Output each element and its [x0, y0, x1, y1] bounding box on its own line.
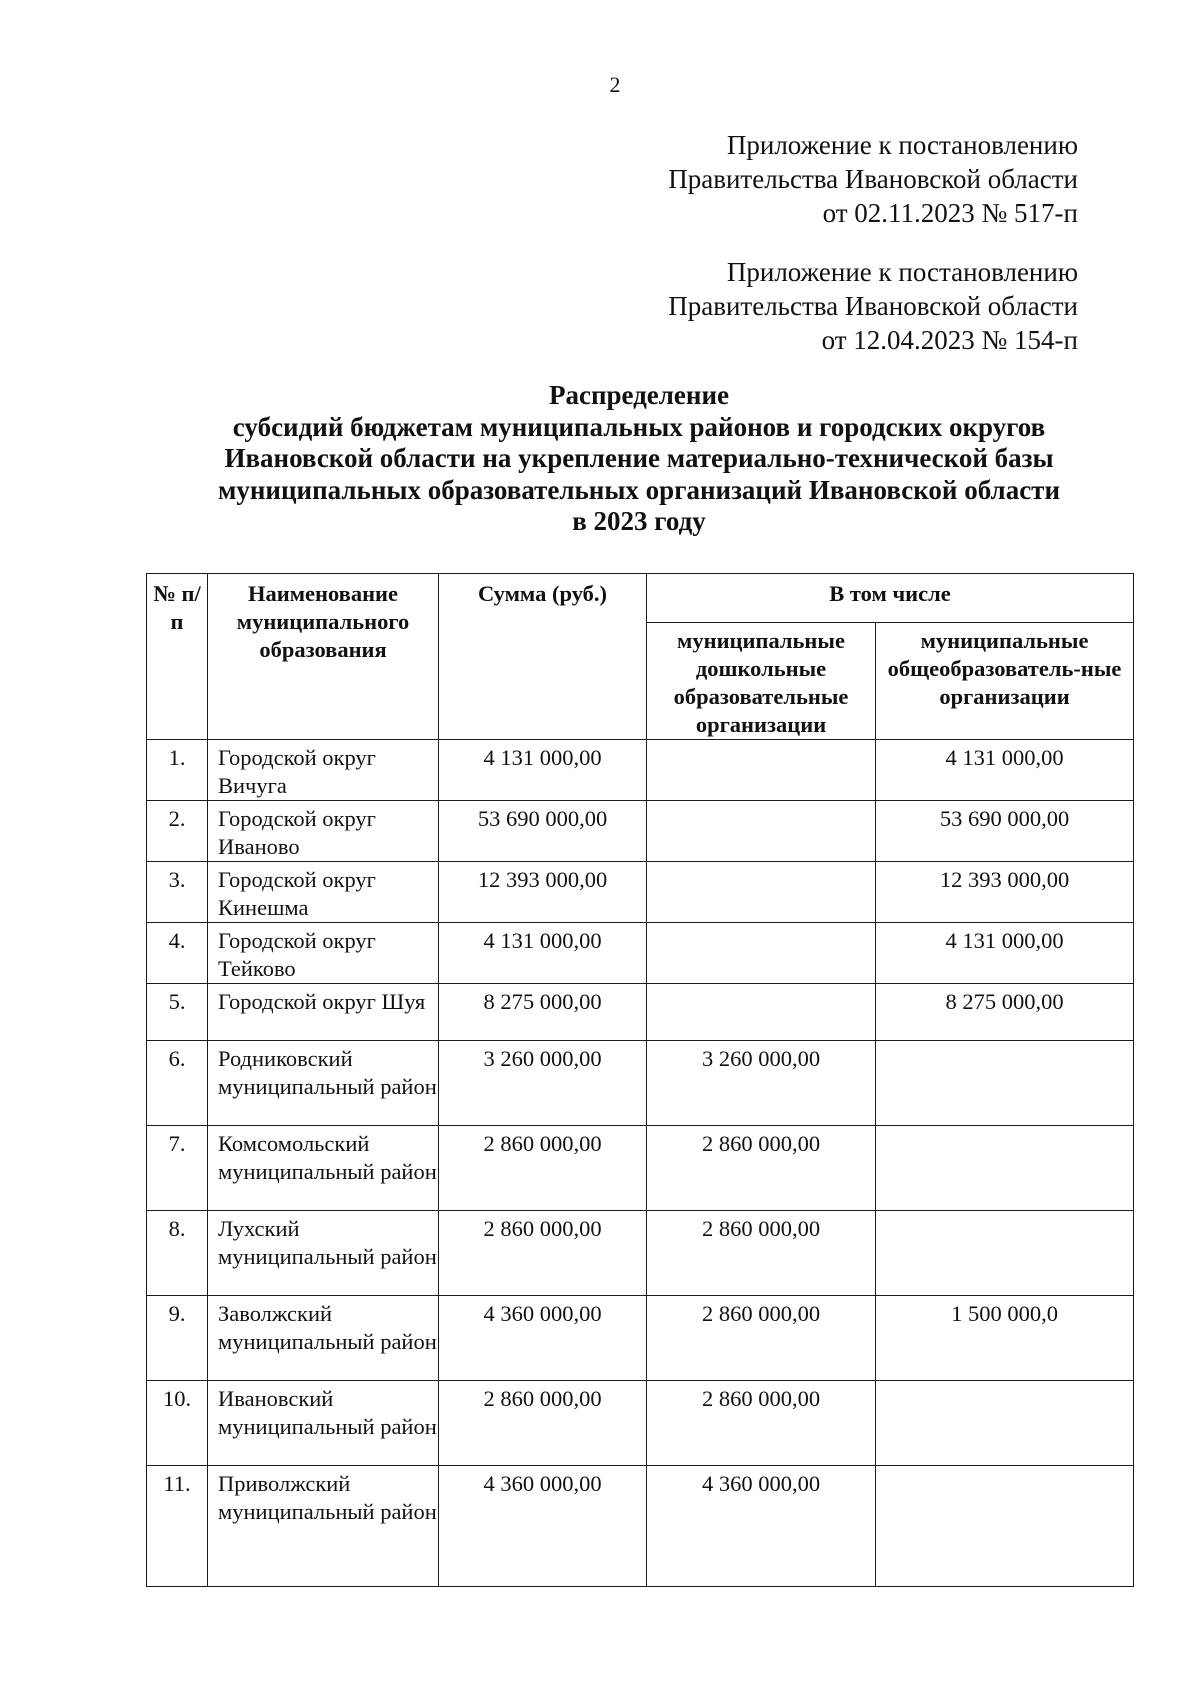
- row-number: 7.: [147, 1126, 208, 1211]
- row-sum: 2 860 000,00: [439, 1381, 647, 1466]
- row-general-amount: 53 690 000,00: [876, 801, 1134, 862]
- row-preschool-amount: 4 360 000,00: [647, 1466, 876, 1587]
- row-sum: 8 275 000,00: [439, 984, 647, 1041]
- appendix-line: Приложение к постановлению: [726, 130, 1078, 160]
- table-row: [147, 1211, 1134, 1296]
- header-preschool: муниципальные дошкольные образовательные организации: [647, 623, 876, 740]
- municipality-name: Заволжский муниципальный район: [208, 1296, 439, 1381]
- row-general-amount: [876, 1126, 1134, 1211]
- title-line: Ивановской области на укрепление материально-технической базы: [224, 443, 1054, 473]
- row-sum: 4 131 000,00: [439, 923, 647, 984]
- appendix-line: Приложение к постановлению: [726, 257, 1078, 287]
- row-preschool-amount: [647, 801, 876, 862]
- title-line: муниципальных образовательных организаций Ивановской области: [217, 474, 1060, 505]
- row-sum: 4 360 000,00: [439, 1296, 647, 1381]
- municipality-name: Городской округ Вичуга: [208, 740, 439, 801]
- header-sum: Сумма (руб.): [439, 574, 647, 740]
- row-preschool-amount: [647, 923, 876, 984]
- row-preschool-amount: [647, 740, 876, 801]
- row-general-amount: 4 131 000,00: [876, 923, 1134, 984]
- appendix-line: от 12.04.2023 № 154-п: [821, 325, 1078, 355]
- row-number: 9.: [147, 1296, 208, 1381]
- row-sum: 3 260 000,00: [439, 1041, 647, 1126]
- row-number: 11.: [147, 1466, 208, 1587]
- row-sum: 2 860 000,00: [439, 1211, 647, 1296]
- row-number: 6.: [147, 1041, 208, 1126]
- subsidy-distribution-table: [146, 573, 1134, 1587]
- table-row: [147, 1041, 1134, 1126]
- row-preschool-amount: [647, 984, 876, 1041]
- row-sum: 4 131 000,00: [439, 740, 647, 801]
- row-preschool-amount: 3 260 000,00: [647, 1041, 876, 1126]
- appendix-reference-2: [668, 255, 1078, 357]
- row-number: 5.: [147, 984, 208, 1041]
- row-preschool-amount: 2 860 000,00: [647, 1381, 876, 1466]
- row-number: 10.: [147, 1381, 208, 1466]
- header-number: № п/п: [147, 574, 208, 740]
- row-general-amount: 12 393 000,00: [876, 862, 1134, 923]
- row-preschool-amount: [647, 862, 876, 923]
- municipality-name: Ивановский муниципальный район: [208, 1381, 439, 1466]
- page-number: 2: [609, 72, 621, 97]
- municipality-name: Городской округ Тейково: [208, 923, 439, 984]
- row-number: 3.: [147, 862, 208, 923]
- municipality-name: Лухский муниципальный район: [208, 1211, 439, 1296]
- table-row: [147, 1381, 1134, 1466]
- table-row: [147, 923, 1134, 984]
- row-general-amount: 1 500 000,0: [876, 1296, 1134, 1381]
- row-sum: 12 393 000,00: [439, 862, 647, 923]
- title-line: в 2023 году: [572, 506, 706, 536]
- title-line: субсидий бюджетам муниципальных районов и городских округов: [232, 411, 1046, 442]
- row-preschool-amount: 2 860 000,00: [647, 1126, 876, 1211]
- table-row: [147, 740, 1134, 801]
- row-general-amount: [876, 1381, 1134, 1466]
- appendix-line: Правительства Ивановской области: [668, 164, 1078, 194]
- header-general-education: муниципальные общеобразователь-ные организации: [876, 623, 1134, 740]
- row-number: 4.: [147, 923, 208, 984]
- municipality-name: Приволжский муниципальный район: [208, 1466, 439, 1587]
- row-sum: 2 860 000,00: [439, 1126, 647, 1211]
- header-municipality-name: Наименование муниципального образования: [208, 574, 439, 740]
- table-row: [147, 862, 1134, 923]
- row-general-amount: 4 131 000,00: [876, 740, 1134, 801]
- row-sum: 4 360 000,00: [439, 1466, 647, 1587]
- row-general-amount: [876, 1211, 1134, 1296]
- municipality-name: Комсомольский муниципальный район: [208, 1126, 439, 1211]
- appendix-reference-1: [668, 128, 1078, 230]
- table-row: [147, 1126, 1134, 1211]
- header-including: В том числе: [647, 574, 1134, 623]
- title-line: Распределение: [548, 380, 730, 410]
- table-row: [147, 1296, 1134, 1381]
- row-preschool-amount: 2 860 000,00: [647, 1296, 876, 1381]
- table-row: [147, 801, 1134, 862]
- table-row: [147, 984, 1134, 1041]
- row-sum: 53 690 000,00: [439, 801, 647, 862]
- appendix-line: от 02.11.2023 № 517-п: [822, 198, 1078, 228]
- municipality-name: Городской округ Кинешма: [208, 862, 439, 923]
- row-number: 2.: [147, 801, 208, 862]
- municipality-name: Городской округ Иваново: [208, 801, 439, 862]
- row-general-amount: [876, 1466, 1134, 1587]
- row-general-amount: 8 275 000,00: [876, 984, 1134, 1041]
- document-title: [146, 380, 1132, 538]
- row-preschool-amount: 2 860 000,00: [647, 1211, 876, 1296]
- row-general-amount: [876, 1041, 1134, 1126]
- row-number: 8.: [147, 1211, 208, 1296]
- municipality-name: Родниковский муниципальный район: [208, 1041, 439, 1126]
- table-row: [147, 1466, 1134, 1587]
- municipality-name: Городской округ Шуя: [208, 984, 439, 1041]
- appendix-line: Правительства Ивановской области: [668, 291, 1078, 321]
- row-number: 1.: [147, 740, 208, 801]
